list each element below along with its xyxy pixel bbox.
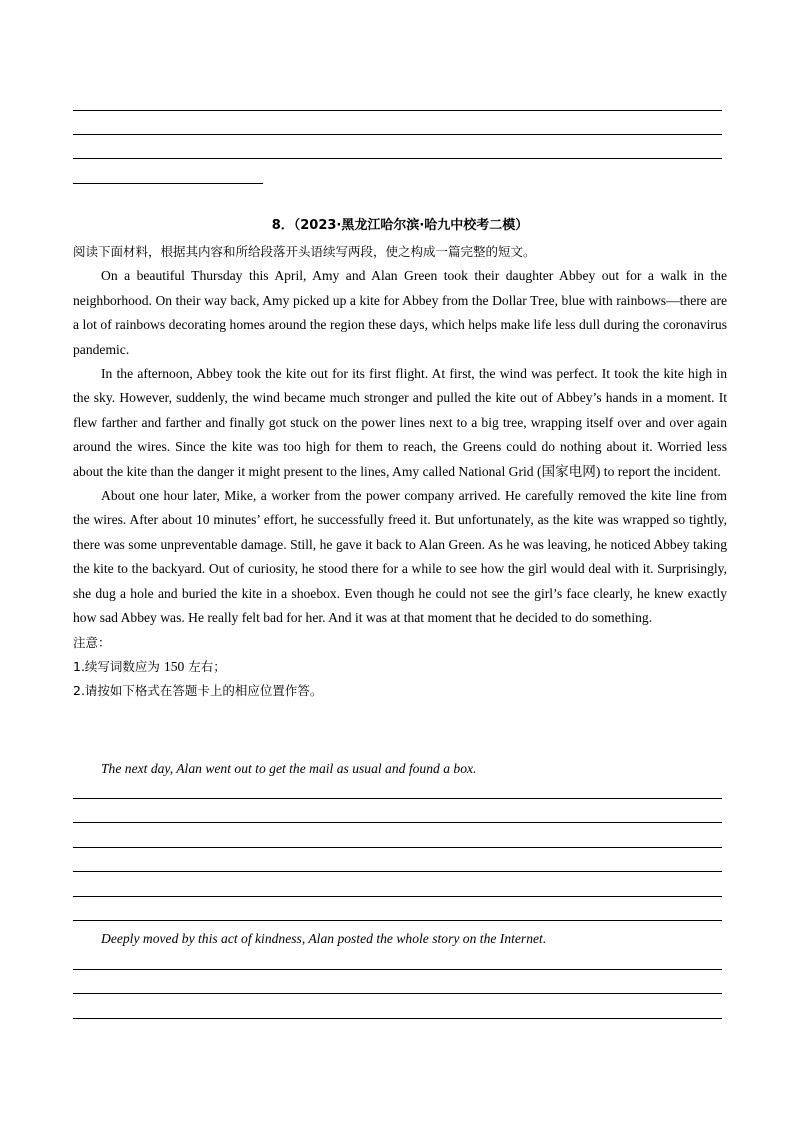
passage-paragraph-3: About one hour later, Mike, a worker from the power company arrived. He carefully removed the kite line from the wires. After about 10 minutes’ effort, he successfully freed it. But unfortunately, as the kite was wrapped so tightly, there was some unpreventable damage. Still, he gave it back to Alan Green. As he was leaving, he noticed Abbey taking the kite to the backyard. Out of curiosity, he stood there for a while to see how the girl would deal with it. Surprisingly, she dug a hole and buried the kite in a shoebox. Even though he could not see the girl’s face clearly, he knew exactly how sad Abbey was. He really felt bad for her. And it was at that moment that he decided to do something. xyxy=(73,488,727,626)
notes-item-1 xyxy=(73,655,727,679)
question-title: 8．（2023·黑龙江哈尔滨·哈九中校考二模） xyxy=(271,218,529,233)
notes-item-2: 2.请按如下格式在答题卡上的相应位置作答。 xyxy=(73,683,323,699)
answer-line-short xyxy=(73,183,263,184)
notes-heading: 注意： xyxy=(73,634,111,650)
writing-line[interactable] xyxy=(73,896,722,897)
question-instruction: 阅读下面材料，根据其内容和所给段落开头语续写两段，使之构成一篇完整的短文。 xyxy=(73,244,536,259)
writing-line[interactable] xyxy=(73,798,722,799)
answer-line xyxy=(73,110,722,111)
writing-line[interactable] xyxy=(73,1018,722,1019)
continuation-prompt-2: Deeply moved by this act of kindness, Alan posted the whole story on the Internet. xyxy=(101,931,547,946)
notes-item-1-prefix: 1.续写词数应为 xyxy=(73,658,164,674)
passage-paragraph-2: In the afternoon, Abbey took the kite out for its first flight. At first, the wind was perfect. It took the kite high in the sky. However, suddenly, the wind became much stronger and pulled the kite out of Abbey’s hands in a moment. It flew farther and farther and finally got stuck on the power lines next to a big tree, wrapping itself over and over again around the wires. Since the kite was too high for them to reach, the Greens could do nothing about it. Worried less about the kite than the danger it might present to the lines, Amy called National Grid (国家电网) to report the incident. xyxy=(73,366,727,479)
answer-line xyxy=(73,134,722,135)
writing-line[interactable] xyxy=(73,969,722,970)
answer-line xyxy=(73,158,722,159)
passage-paragraph-1: On a beautiful Thursday this April, Amy and Alan Green took their daughter Abbey out for a walk in the neighborhood. On their way back, Amy picked up a kite for Abbey from the Dollar Tree, blue with rainbows—there are a lot of rainbows decorating homes around the region these days, which helps make life less dull during the coronavirus pandemic. xyxy=(73,268,727,357)
writing-line[interactable] xyxy=(73,993,722,994)
writing-line[interactable] xyxy=(73,920,722,921)
writing-line[interactable] xyxy=(73,822,722,823)
continuation-prompt-1: The next day, Alan went out to get the mail as usual and found a box. xyxy=(101,761,477,776)
question-body xyxy=(73,240,727,704)
writing-line[interactable] xyxy=(73,871,722,872)
notes-item-1-number: 150 xyxy=(163,658,185,674)
writing-line[interactable] xyxy=(73,847,722,848)
notes-item-1-suffix: 左右； xyxy=(184,658,226,674)
